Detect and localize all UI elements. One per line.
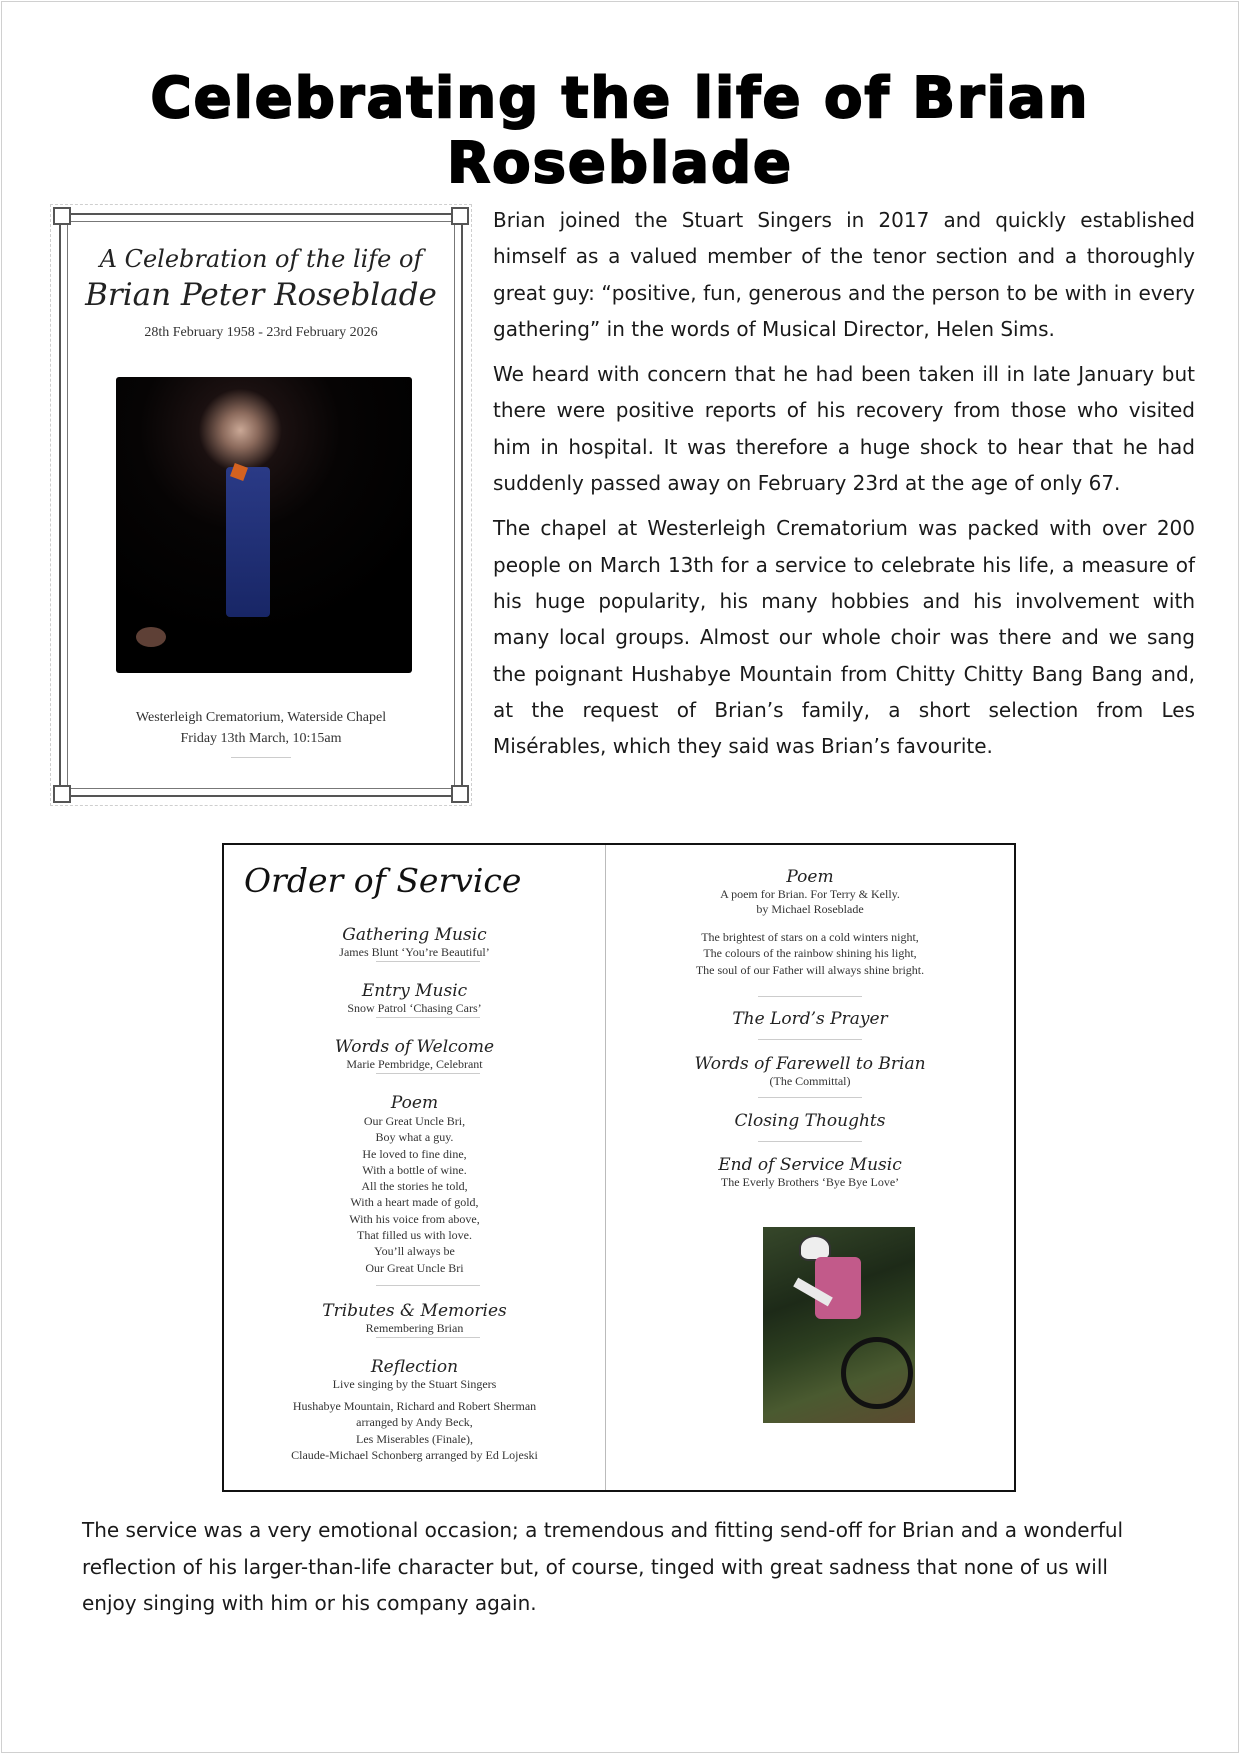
reflection-line: Hushabye Mountain, Richard and Robert Sherman — [292, 1399, 537, 1413]
cover-venue-block — [51, 707, 471, 749]
closing-text — [82, 1512, 1162, 1622]
poem-section — [224, 1093, 605, 1276]
section-heading: Entry Music — [361, 981, 468, 1001]
poem-line: That filled us with love. — [357, 1228, 472, 1243]
intro-paragraph: The chapel at Westerleigh Crematorium was packed with over 200 people on March 13th for a service to celebrate his life, a measure of his huge popularity, his many hobbies and his involvement with many local groups. Almost our whole choir was there and we sang the poignant Hushabye Mountain from Chitty Chitty Bang Bang and, at the request of Brian’s family, a short selection from Les Misérables, which they said was Brian’s favourite. — [493, 516, 1195, 759]
section-divider — [758, 1039, 862, 1040]
verse-line: The soul of our Father will always shine bright. — [695, 962, 925, 977]
section-divider — [376, 1285, 480, 1286]
section-detail: The Everly Brothers ‘Bye Bye Love’ — [720, 1175, 900, 1189]
section-heading: Poem — [390, 1093, 439, 1113]
photo-rider — [815, 1257, 861, 1319]
poem-line: Our Great Uncle Bri, — [363, 1114, 466, 1128]
section-detail: Snow Patrol ‘Chasing Cars’ — [347, 1001, 482, 1015]
reflection-lines — [224, 1398, 605, 1463]
section-detail: Marie Pembridge, Celebrant — [346, 1057, 483, 1071]
section-divider — [758, 1141, 862, 1142]
poem-line: Our Great Uncle Bri — [365, 1260, 464, 1275]
cycling-photo — [763, 1227, 915, 1423]
intro-paragraph: We heard with concern that he had been taken ill in late January but there were positive reports of his recovery from those who visited him in hospital. It was therefore a huge shock to hear that he had suddenly passed away on February 23rd at the age of only 67. — [493, 362, 1195, 496]
section-heading: Words of Welcome — [334, 1037, 495, 1057]
poem-line: With a bottle of wine. — [362, 1162, 467, 1177]
reflection-line: arranged by Andy Beck, — [356, 1415, 473, 1430]
end-music-section — [606, 1155, 1014, 1190]
section-heading: Words of Farewell to Brian — [694, 1054, 926, 1074]
poem-line: He loved to fine dine, — [362, 1146, 467, 1161]
tributes-section — [224, 1301, 605, 1336]
section-detail: James Blunt ‘You’re Beautiful’ — [339, 945, 490, 959]
corner-ornament — [53, 785, 71, 803]
poem-verse — [606, 929, 1014, 978]
reflection-line: Les Miserables (Finale), — [356, 1431, 473, 1446]
cover-title-line1: A Celebration of the life of — [99, 245, 423, 273]
corner-ornament — [451, 785, 469, 803]
closing-thoughts-section — [606, 1111, 1014, 1131]
section-detail: (The Committal) — [769, 1074, 851, 1088]
intro-text — [493, 202, 1195, 773]
section-divider — [758, 1097, 862, 1098]
portrait-hand — [136, 627, 166, 647]
section-detail: A poem for Brian. For Terry & Kelly. — [720, 887, 900, 901]
cover-venue: Westerleigh Crematorium, Waterside Chapel — [135, 710, 387, 725]
entry-music-section — [224, 981, 605, 1016]
verse-line: The brightest of stars on a cold winters night, — [701, 930, 919, 944]
tribute-poem-section — [606, 867, 1014, 978]
cover-dates: 28th February 1958 - 23rd February 2026 — [144, 325, 378, 340]
poem-line: With his voice from above, — [349, 1211, 480, 1226]
section-detail: Remembering Brian — [365, 1321, 464, 1335]
cover-title-name: Brian Peter Roseblade — [85, 277, 437, 313]
poem-line: All the stories he told, — [361, 1179, 468, 1194]
section-divider — [758, 996, 862, 997]
section-heading: Closing Thoughts — [734, 1111, 886, 1131]
welcome-section — [224, 1037, 605, 1072]
reflection-section — [224, 1357, 605, 1463]
photo-bike-wheel — [841, 1337, 913, 1409]
corner-ornament — [53, 207, 71, 225]
section-heading: The Lord’s Prayer — [732, 1009, 888, 1029]
poem-lines — [224, 1113, 605, 1276]
cover-divider — [231, 757, 291, 758]
lords-prayer-section — [606, 1009, 1014, 1029]
corner-ornament — [451, 207, 469, 225]
section-detail: by Michael Roseblade — [756, 902, 864, 916]
portrait-photo — [116, 377, 412, 673]
section-heading: Gathering Music — [342, 925, 487, 945]
program-cover — [50, 204, 472, 806]
verse-line: The colours of the rainbow shining his light, — [703, 946, 917, 961]
section-divider — [376, 1337, 480, 1338]
closing-paragraph: The service was a very emotional occasion; a tremendous and fitting send-off for Brian and a wonderful reflection of his larger-than-life character but, of course, tinged with great sadness that none of us will enjoy singing with him or his company again. — [82, 1518, 1124, 1615]
poem-line: You’ll always be — [374, 1244, 455, 1259]
section-divider — [376, 961, 480, 962]
gathering-music-section — [224, 925, 605, 960]
booklet-left-page — [224, 845, 605, 1490]
farewell-section — [606, 1054, 1014, 1089]
section-detail: Live singing by the Stuart Singers — [332, 1377, 497, 1391]
intro-paragraph: Brian joined the Stuart Singers in 2017 and quickly established himself as a valued member of the tenor section and a thoroughly great guy: “positive, fun, generous and the person to be with in every gathering” in the words of Musical Director, Helen Sims. — [493, 208, 1195, 341]
section-divider — [376, 1073, 480, 1074]
section-heading: Tributes & Memories — [322, 1301, 507, 1321]
page-headline: Celebrating the life of Brian Roseblade — [150, 66, 1090, 196]
section-heading: Poem — [786, 867, 834, 887]
reflection-line: Claude-Michael Schonberg arranged by Ed Lojeski — [291, 1447, 538, 1462]
cover-datetime: Friday 13th March, 10:15am — [180, 731, 342, 746]
poem-line: With a heart made of gold, — [350, 1195, 479, 1210]
section-divider — [376, 1017, 480, 1018]
booklet-right-page — [606, 845, 1014, 1490]
section-heading: Reflection — [370, 1357, 459, 1377]
order-of-service-booklet — [222, 843, 1016, 1492]
order-of-service-title: Order of Service — [244, 861, 522, 900]
portrait-shirt — [226, 467, 270, 617]
section-heading: End of Service Music — [718, 1155, 902, 1175]
poem-line: Boy what a guy. — [375, 1130, 454, 1145]
